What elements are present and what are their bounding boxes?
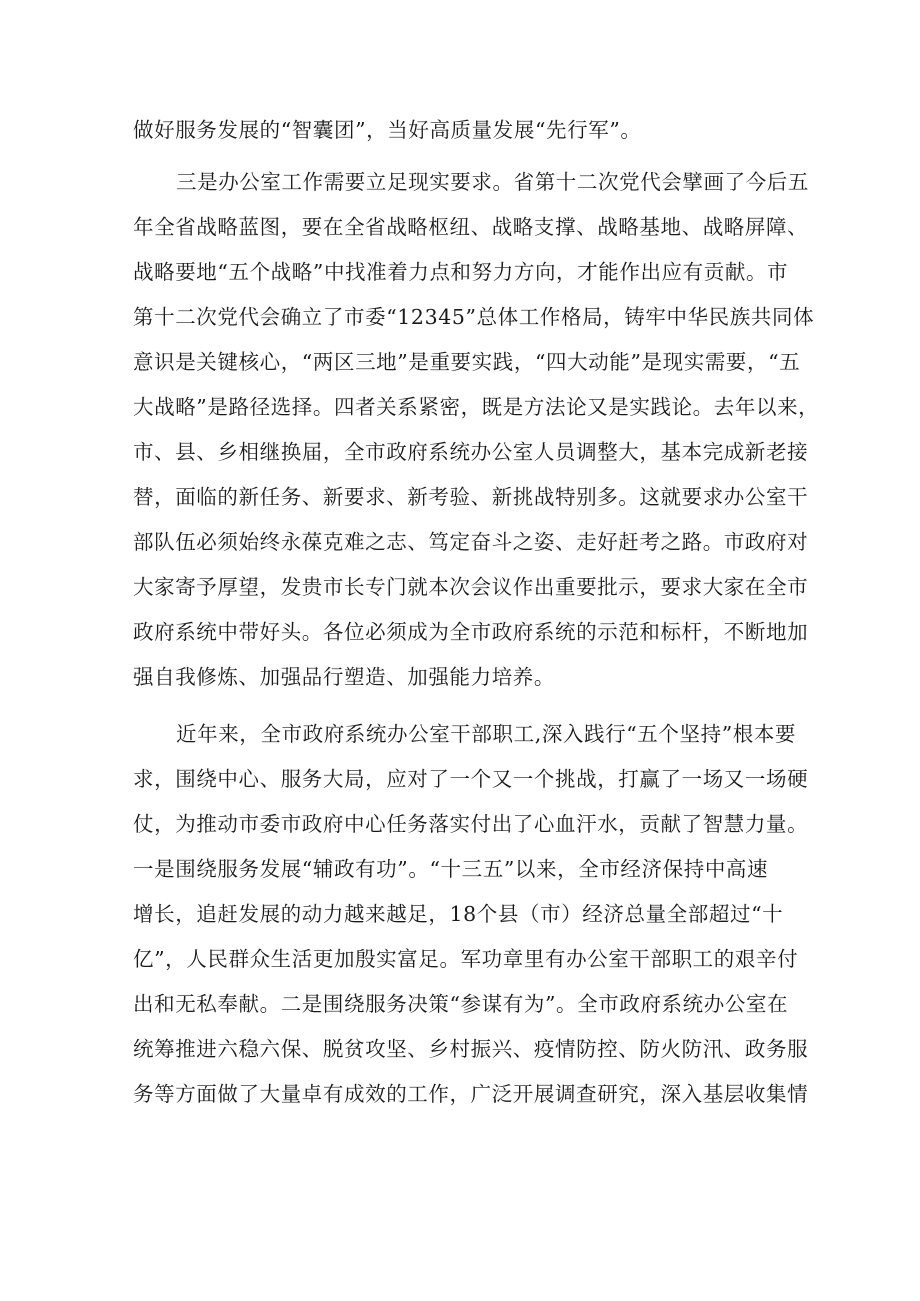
text-line: 部队伍必须始终永葆克难之志、笃定奋斗之姿、走好赶考之路。市政府对 <box>133 530 809 554</box>
text-line: 务等方面做了大量卓有成效的工作，广泛开展调查研究，深入基层收集情 <box>133 1082 809 1106</box>
text-line: 战略要地“五个战略”中找准着力点和努力方向，才能作出应有贡献。市 <box>133 260 789 284</box>
text-line: 增长，追赶发展的动力越来越足，18个县（市）经济总量全部超过“十 <box>133 902 784 926</box>
text-line: 出和无私奉献。二是围绕服务决策“参谋有为”。全市政府系统办公室在 <box>133 992 789 1016</box>
text-line: 大家寄予厚望，发贵市长专门就本次会议作出重要批示，要求大家在全市 <box>133 575 809 599</box>
text-line: 强自我修炼、加强品行塑造、加强能力培养。 <box>133 665 555 689</box>
text-line: 一是围绕服务发展“辅政有功”。“十三五”以来，全市经济保持中高速 <box>133 857 769 881</box>
text-line: 仗，为推动市委市政府中心任务落实付出了心血汗水，贡献了智慧力量。 <box>133 812 809 836</box>
text-line: 政府系统中带好头。各位必须成为全市政府系统的示范和标杆，不断地加 <box>133 620 809 644</box>
paragraph-first-line: 近年来，全市政府系统办公室干部职工,深入践行“五个坚持”根本要 <box>176 722 797 746</box>
text-line: 第十二次党代会确立了市委“12345”总体工作格局，铸牢中华民族共同体 <box>133 305 815 329</box>
text-line: 统筹推进六稳六保、脱贫攻坚、乡村振兴、疫情防控、防火防汛、政务服 <box>133 1037 809 1061</box>
paragraph-first-line: 三是办公室工作需要立足现实要求。省第十二次党代会擘画了今后五 <box>176 170 809 194</box>
text-line: 市、县、乡相继换届，全市政府系统办公室人员调整大，基本完成新老接 <box>133 440 809 464</box>
text-line: 意识是关键核心，“两区三地”是重要实践，“四大动能”是现实需要，“五 <box>133 350 801 374</box>
text-line: 求，围绕中心、服务大局，应对了一个又一个挑战，打赢了一场又一场硬 <box>133 767 809 791</box>
text-line: 年全省战略蓝图，要在全省战略枢纽、战略支撑、战略基地、战略屏障、 <box>133 215 809 239</box>
text-line: 大战略”是路径选择。四者关系紧密，既是方法论又是实践论。去年以来， <box>133 395 820 419</box>
text-line: 亿”，人民群众生活更加殷实富足。军功章里有办公室干部职工的艰辛付 <box>133 947 799 971</box>
text-line: 做好服务发展的“智囊团”，当好高质量发展“先行军”。 <box>133 118 642 142</box>
text-line: 替，面临的新任务、新要求、新考验、新挑战特别多。这就要求办公室干 <box>133 485 809 509</box>
